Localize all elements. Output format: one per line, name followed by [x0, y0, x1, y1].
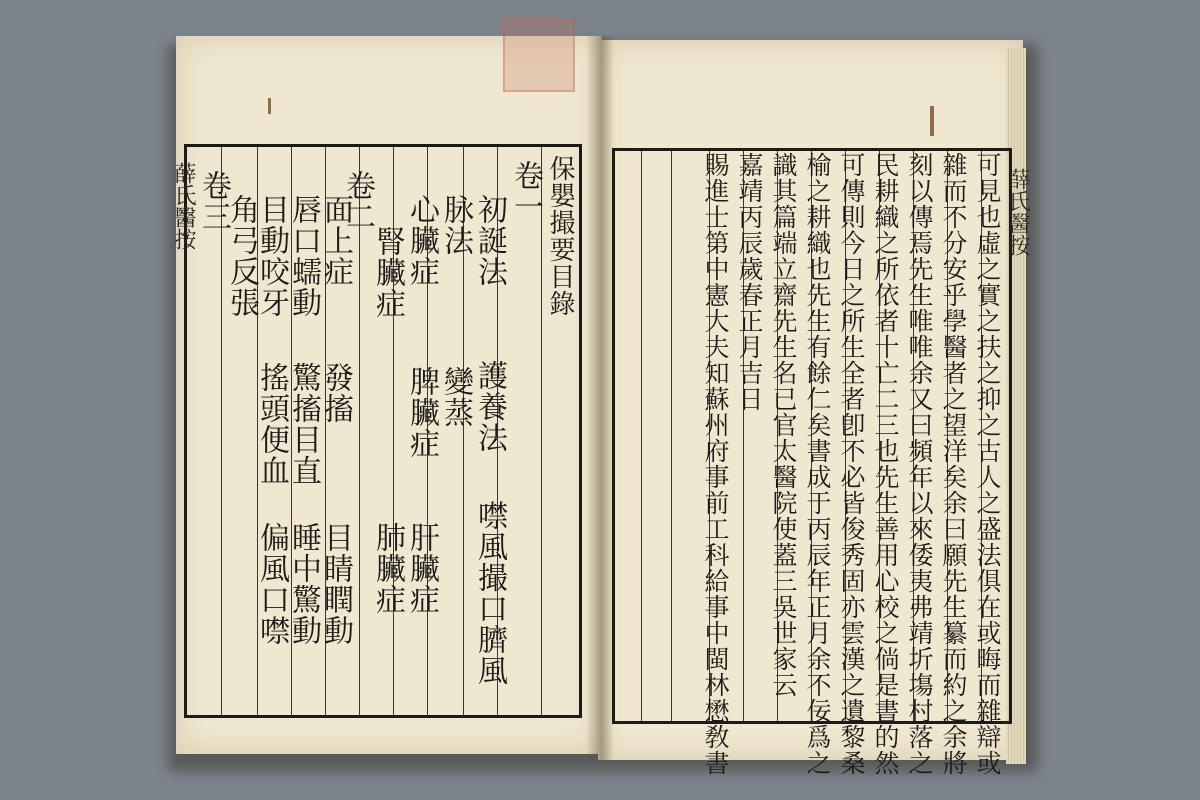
ink-stain	[930, 106, 934, 136]
toc-entry: 腎臟症	[370, 226, 405, 319]
toc-entry: 心臟症	[404, 194, 439, 287]
toc-entry: 睡中驚動	[286, 522, 321, 646]
toc-entry: 目動咬牙	[254, 194, 289, 318]
volume-heading: 卷二	[340, 170, 375, 232]
text-column: 可傳則今日之所生全者卽不必皆俊秀固亦雲漢之遺黎桑	[837, 152, 866, 776]
right-margin-title: 薛氏醫按	[1005, 168, 1030, 256]
toc-entry: 搖頭便血	[254, 362, 289, 486]
ink-stain	[268, 98, 271, 114]
text-column: 識其篇端立齋先生名已官太醫院使蓋三吳世家云	[769, 152, 798, 698]
contents-title: 保嬰撮要目錄	[545, 155, 575, 317]
toc-entry: 唇口蠕動	[286, 194, 321, 318]
toc-entry: 脾臟症	[404, 366, 439, 459]
toc-entry: 角弓反張	[224, 194, 259, 318]
red-seal-stamp	[503, 18, 575, 92]
volume-heading: 卷三	[196, 170, 231, 232]
toc-entry: 噤風撮口臍風	[472, 500, 507, 686]
toc-entry: 初誕法	[472, 194, 507, 287]
toc-entry: 變蒸	[438, 366, 473, 428]
toc-entry: 面上症	[318, 194, 353, 287]
toc-entry: 肝臟症	[404, 522, 439, 615]
volume-heading: 卷一	[508, 160, 543, 222]
text-column: 榆之耕織也先生有餘仁矣書成于丙辰年正月余不佞爲之	[803, 152, 832, 776]
toc-entry: 驚搐目直	[286, 362, 321, 486]
text-column: 賜進士第中憲大夫知蘇州府事前工科給事中閩林懋敎書	[701, 152, 730, 776]
text-column: 可見也虛之實之扶之抑之古人之盛法俱在或晦而雜辯或	[973, 152, 1002, 776]
toc-entry: 護養法	[472, 360, 507, 453]
toc-entry: 脉法	[438, 194, 473, 256]
left-margin-title: 薛氏醫按	[171, 162, 196, 250]
text-column: 嘉靖丙辰歲春正月吉日	[735, 152, 764, 412]
text-column: 雜而不分安乎學醫者之望洋矣余曰願先生纂而約之余將	[939, 152, 968, 776]
toc-entry: 目睛瞤動	[318, 522, 353, 646]
text-column: 民耕織之所依者十亡二三也先生善用心校之倘是書的然	[871, 152, 900, 776]
toc-entry: 肺臟症	[370, 522, 405, 615]
toc-entry: 偏風口噤	[254, 522, 289, 646]
text-column: 刻以傳焉先生唯唯余又曰頻年以來倭夷弗靖圻塲村落之	[905, 152, 934, 776]
book-gutter	[586, 36, 614, 760]
toc-entry: 發搐	[318, 362, 353, 424]
